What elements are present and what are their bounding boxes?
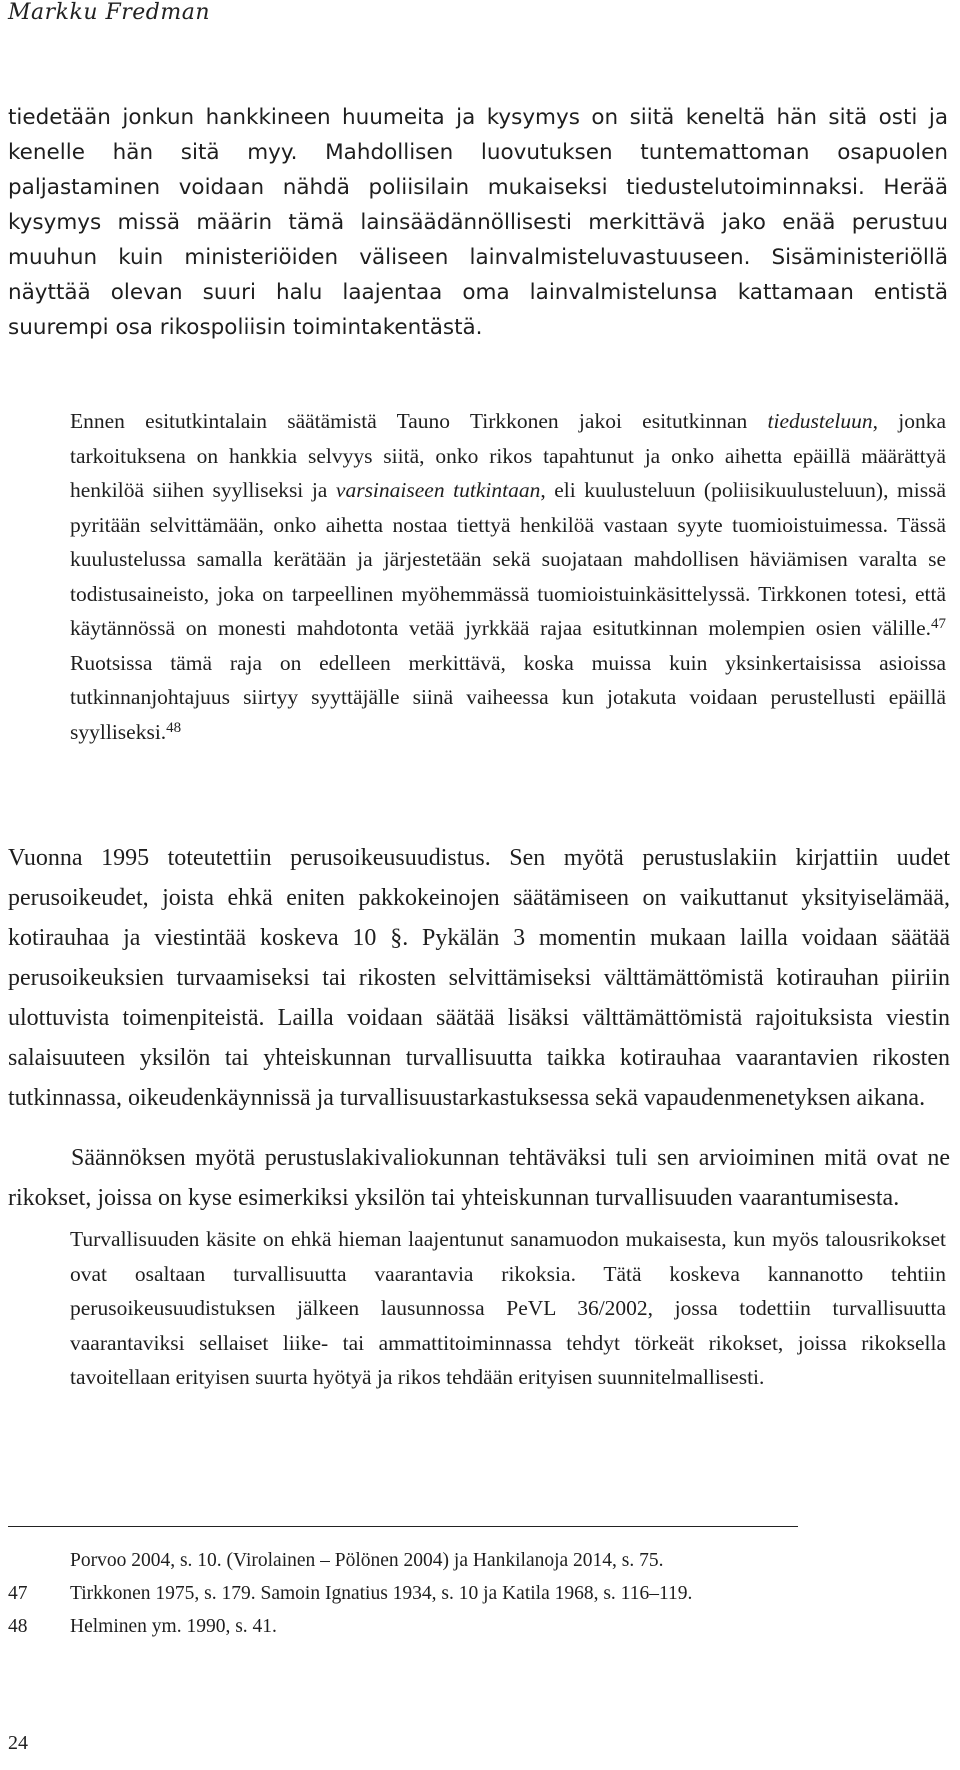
- paragraph: Säännöksen myötä perustuslakivaliokunnan tehtäväksi tuli sen arvioiminen mitä ovat ne rikokset, joissa on kyse esimerkiksi yksilön tai yhteiskunnan turvallisuuden vaarantumisesta.: [8, 1145, 950, 1211]
- block-quote: Turvallisuuden käsite on ehkä hieman laajentunut sanamuodon mukaisesta, kun myös talousrikokset ovat osaltaan turvallisuutta vaarantavia rikoksia. Tätä koskeva kannanotto tehtiin perusoikeusuudistuksen jälkeen lausunnossa PeVL 36/2002, jossa todettiin turvallisuutta vaarantaviksi sellaiset liike- tai ammattitoiminnassa tehdyt törkeät rikokset, joissa rikoksella tavoitellaan erityisen suurta hyötyä ja rikos tehdään erityisen suunnitelmallisesti.: [70, 1227, 946, 1389]
- paragraph: tiedetään jonkun hankkineen huumeita ja kysymys on siitä keneltä hän sitä osti ja kenelle hän sitä myy. Mahdollisen luovutuksen tuntemattoman osapuolen paljastaminen voidaan nähdä poliisilain mukaiseksi tiedustelutoiminnaksi. Herää kysymys missä määrin tämä lainsäädännöllisesti merkittävä jako enää perustuu muuhun kuin ministeriöiden väliseen lainvalmisteluvastuuseen. Sisäministeriöllä näyttää olevan suuri halu laajentaa oma lainvalmistelunsa kattamaan entistä suurempi osa rikospoliisin toimintakentästä.: [8, 105, 948, 340]
- footnote-number: [8, 1544, 70, 1577]
- footnote-reference[interactable]: 47: [931, 616, 946, 632]
- block-quote: [70, 404, 946, 749]
- quote-text: , jonka tarkoituksena on hankkia selvyys siitä, onko rikos tapahtunut ja onko aihetta epäillä määrättyä henkilöä siihen syylliseksi ja: [70, 409, 946, 502]
- footnotes: [8, 1544, 928, 1643]
- quote-italic-term: tiedusteluun: [767, 409, 873, 433]
- footnote: [8, 1577, 928, 1610]
- quote-text: , eli kuulusteluun (poliisikuulusteluun), missä pyritään selvittämään, onko aihetta nostaa tiettyä henkilöä vastaan syyte tuomioistuimessa. Tässä kuulustelussa samalla kerätään ja järjestetään sekä suojataan mahdollisen häviämisen varalta se todistusaineisto, joka on tarpeellinen myöhemmässä tuomioistuinkäsittelyssä. Tirkkonen totesi, että käytännössä on monesti mahdotonta vetää jyrkkää rajaa esitutkinnan molempien osien välille.: [70, 478, 946, 640]
- page-number: 24: [8, 1732, 28, 1754]
- footnote-reference[interactable]: 48: [166, 719, 182, 736]
- running-head: Markku Fredman: [8, 0, 211, 25]
- footnote: [8, 1544, 928, 1577]
- footnote-text: Tirkkonen 1975, s. 179. Samoin Ignatius 1934, s. 10 ja Katila 1968, s. 116–119.: [70, 1583, 693, 1604]
- footnote-text: Helminen ym. 1990, s. 41.: [70, 1616, 277, 1637]
- footnote-divider: [8, 1526, 798, 1527]
- footnote-number: 47: [8, 1583, 28, 1604]
- quote-text: Ruotsissa tämä raja on edelleen merkittävä, koska muissa kuin yksinkertaisissa asioissa tutkinnanjohtajuus siirtyy syyttäjälle siinä vaiheessa kun jotakuta voidaan perustellusti epäillä syylliseksi.: [70, 650, 946, 744]
- footnote-text: Porvoo 2004, s. 10. (Virolainen – Pölönen 2004) ja Hankilanoja 2014, s. 75.: [70, 1550, 664, 1571]
- quote-text: Ennen esitutkintalain säätämistä Tauno Tirkkonen jakoi esitutkinnan: [70, 409, 768, 433]
- footnote: [8, 1610, 928, 1643]
- quote-italic-term: varsinaiseen tutkintaan: [335, 478, 541, 502]
- paragraph: Vuonna 1995 toteutettiin perusoikeusuudistus. Sen myötä perustuslakiin kirjattiin uudet perusoikeudet, joista ehkä eniten pakkokeinojen säätämiseen on vaikuttanut yksityiselämää, kotirauhaa ja viestintää koskeva 10 §. Pykälän 3 momentin mukaan lailla voidaan säätää perusoikeuksien turvaamiseksi tai rikosten selvittämiseksi välttämättömistä kotirauhan piiriin ulottuvista toimenpiteistä. Lailla voidaan säätää lisäksi välttämättömistä rajoituksista viestin salaisuuteen yksilön tai yhteiskunnan turvallisuutta taikka kotirauhaa vaarantavien rikosten tutkinnassa, oikeudenkäynnissä ja turvallisuustarkastuksessa sekä vapaudenmenetyksen aikana.: [8, 845, 950, 1111]
- footnote-number: 48: [8, 1616, 28, 1637]
